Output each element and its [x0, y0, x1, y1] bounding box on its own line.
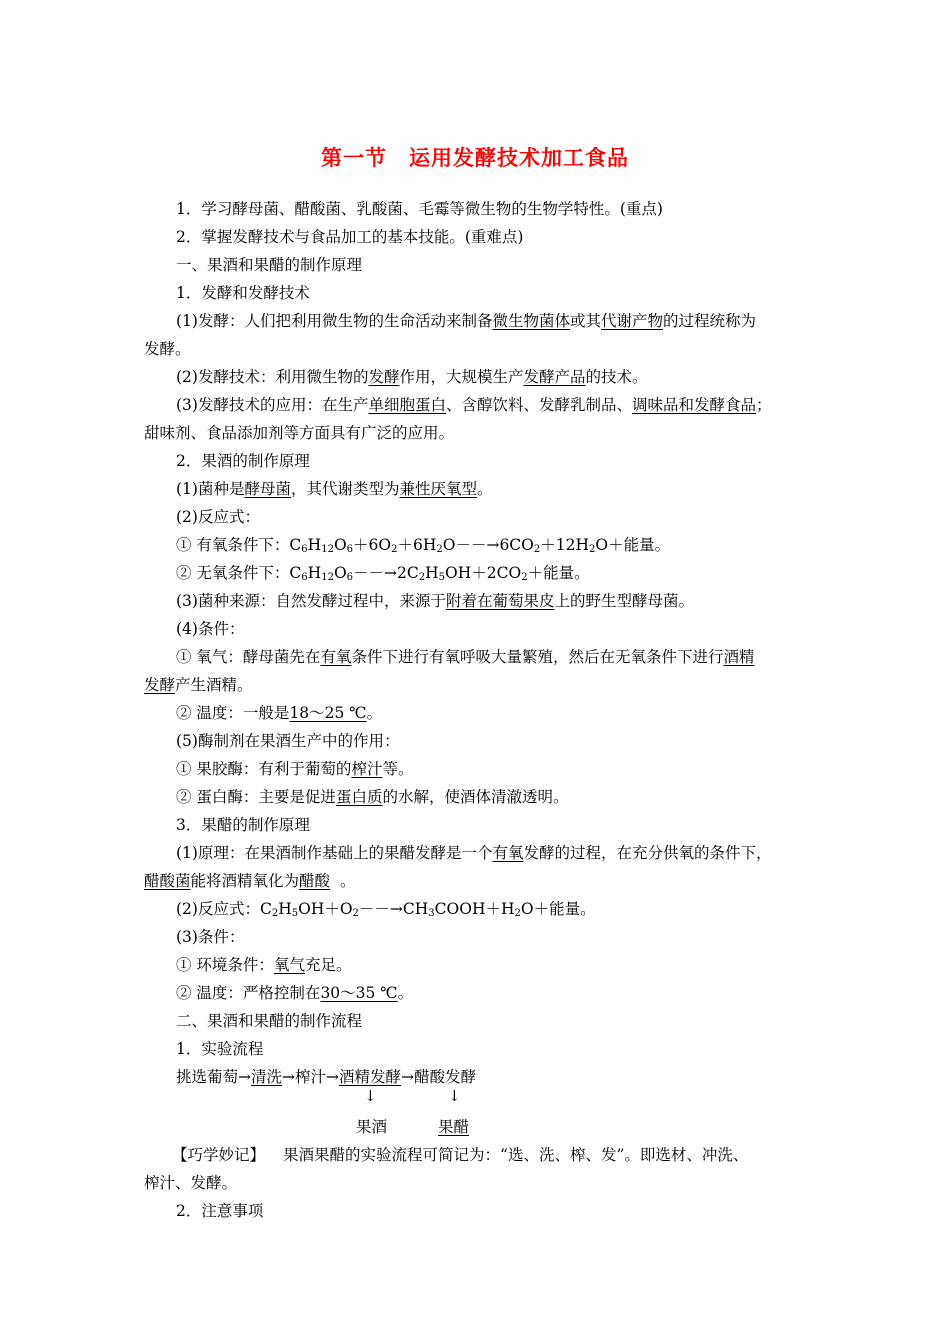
section-1-heading: 一、果酒和果醋的制作原理 — [176, 256, 363, 274]
paragraph-vinegar-principle: (1)原理：在果酒制作基础上的果醋发酵是一个有氧发酵的过程，在充分供氧的条件下， — [176, 844, 772, 862]
page-title: 第一节 运用发酵技术加工食品 — [321, 146, 629, 170]
down-arrow-wine: ↓ — [364, 1087, 377, 1105]
subsection-1-2-title: 2．果酒的制作原理 — [176, 452, 310, 470]
flow-arrow: → — [401, 1068, 415, 1086]
equation-vinegar: (2)反应式：$C_2H_5OH+O_2--\to CH_3COOH+H_2O+$能量。 — [176, 900, 596, 919]
memory-tip-label: 【巧学妙记】 — [172, 1146, 266, 1164]
paragraph-oxygen: ① 氧气：酵母菌先在有氧条件下进行有氧呼吸大量繁殖，然后在无氧条件下进行酒精 — [176, 648, 755, 666]
paragraph-temperature: ② 温度：一般是18～25 ℃。 — [176, 704, 383, 722]
paragraph-conditions-label: (4)条件： — [176, 620, 245, 638]
flow-arrow: → — [282, 1068, 296, 1086]
subsection-1-1-title: 1．发酵和发酵技术 — [176, 284, 310, 302]
paragraph-fermentation-applications: (3)发酵技术的应用：在生产单细胞蛋白、含醇饮料、发酵乳制品、调味品和发酵食品； — [176, 396, 772, 414]
flow-arrow: → — [326, 1068, 340, 1086]
memory-tip: 【巧学妙记】 果酒果醋的实验流程可简记为：“选、洗、榨、发”。即选材、冲洗、 — [172, 1146, 749, 1164]
flow-step-acetic-fermentation: 醋酸发酵 — [414, 1068, 477, 1086]
equation-aerobic: ① 有氧条件下：$C_6H_{12}O_6+6O_2+6H_2O--\to 6CO_2+12H_2O+$能量。 — [176, 536, 671, 555]
paragraph-vinegar-environment: ① 环境条件：氧气充足。 — [176, 956, 352, 974]
product-wine: 果酒 — [356, 1118, 388, 1136]
paragraph-fermentation-technology: (2)发酵技术：利用微生物的发酵作用，大规模生产发酵产品的技术。 — [176, 368, 648, 386]
paragraph-strain-source: (3)菌种来源：自然发酵过程中，来源于附着在葡萄果皮上的野生型酵母菌。 — [176, 592, 694, 610]
paragraph-vinegar-temperature: ② 温度：严格控制在30～35 ℃。 — [176, 984, 414, 1002]
objective-1: 1．学习酵母菌、醋酸菌、乳酸菌、毛霉等微生物的生物学特性。(重点) — [176, 200, 663, 218]
paragraph-enzyme-label: (5)酶制剂在果酒生产中的作用： — [176, 732, 400, 750]
subsection-1-3-title: 3．果醋的制作原理 — [176, 816, 310, 834]
subsection-2-2-title: 2．注意事项 — [176, 1202, 264, 1220]
product-vinegar: 果醋 — [438, 1118, 470, 1136]
paragraph-fermentation-applications-cont: 甜味剂、食品添加剂等方面具有广泛的应用。 — [144, 424, 455, 442]
flow-step-select: 挑选葡萄 — [176, 1068, 239, 1086]
down-arrow-vinegar: ↓ — [448, 1087, 461, 1105]
memory-tip-cont: 榨汁、发酵。 — [144, 1174, 238, 1192]
subsection-2-1-title: 1．实验流程 — [176, 1040, 264, 1058]
paragraph-fermentation-definition-cont: 发酵。 — [144, 340, 191, 358]
paragraph-reaction-label: (2)反应式： — [176, 508, 260, 526]
flow-diagram — [176, 1067, 856, 1087]
paragraph-vinegar-conditions-label: (3)条件： — [176, 928, 245, 946]
flow-step-alcohol-fermentation: 酒精发酵 — [339, 1068, 402, 1086]
paragraph-fermentation-definition: (1)发酵：人们把利用微生物的生命活动来制备微生物菌体或其代谢产物的过程统称为 — [176, 312, 757, 330]
paragraph-strain: (1)菌种是酵母菌，其代谢类型为兼性厌氧型。 — [176, 480, 493, 498]
section-2-heading: 二、果酒和果醋的制作流程 — [176, 1012, 363, 1030]
flow-step-wash: 清洗 — [251, 1068, 283, 1086]
paragraph-protease: ② 蛋白酶：主要是促进蛋白质的水解，使酒体清澈透明。 — [176, 788, 569, 806]
flow-step-press: 榨汁 — [295, 1068, 327, 1086]
paragraph-pectinase: ① 果胶酶：有利于葡萄的榨汁等。 — [176, 760, 414, 778]
paragraph-vinegar-principle-cont: 醋酸菌能将酒精氧化为醋酸 。 — [144, 872, 356, 890]
equation-anaerobic: ② 无氧条件下：$C_6H_{12}O_6--\to 2C_2H_5OH+2CO_2+$能量。 — [176, 564, 590, 583]
paragraph-oxygen-cont: 发酵产生酒精。 — [144, 676, 253, 694]
flow-arrow: → — [238, 1068, 252, 1086]
objective-2: 2．掌握发酵技术与食品加工的基本技能。(重难点) — [176, 228, 524, 246]
